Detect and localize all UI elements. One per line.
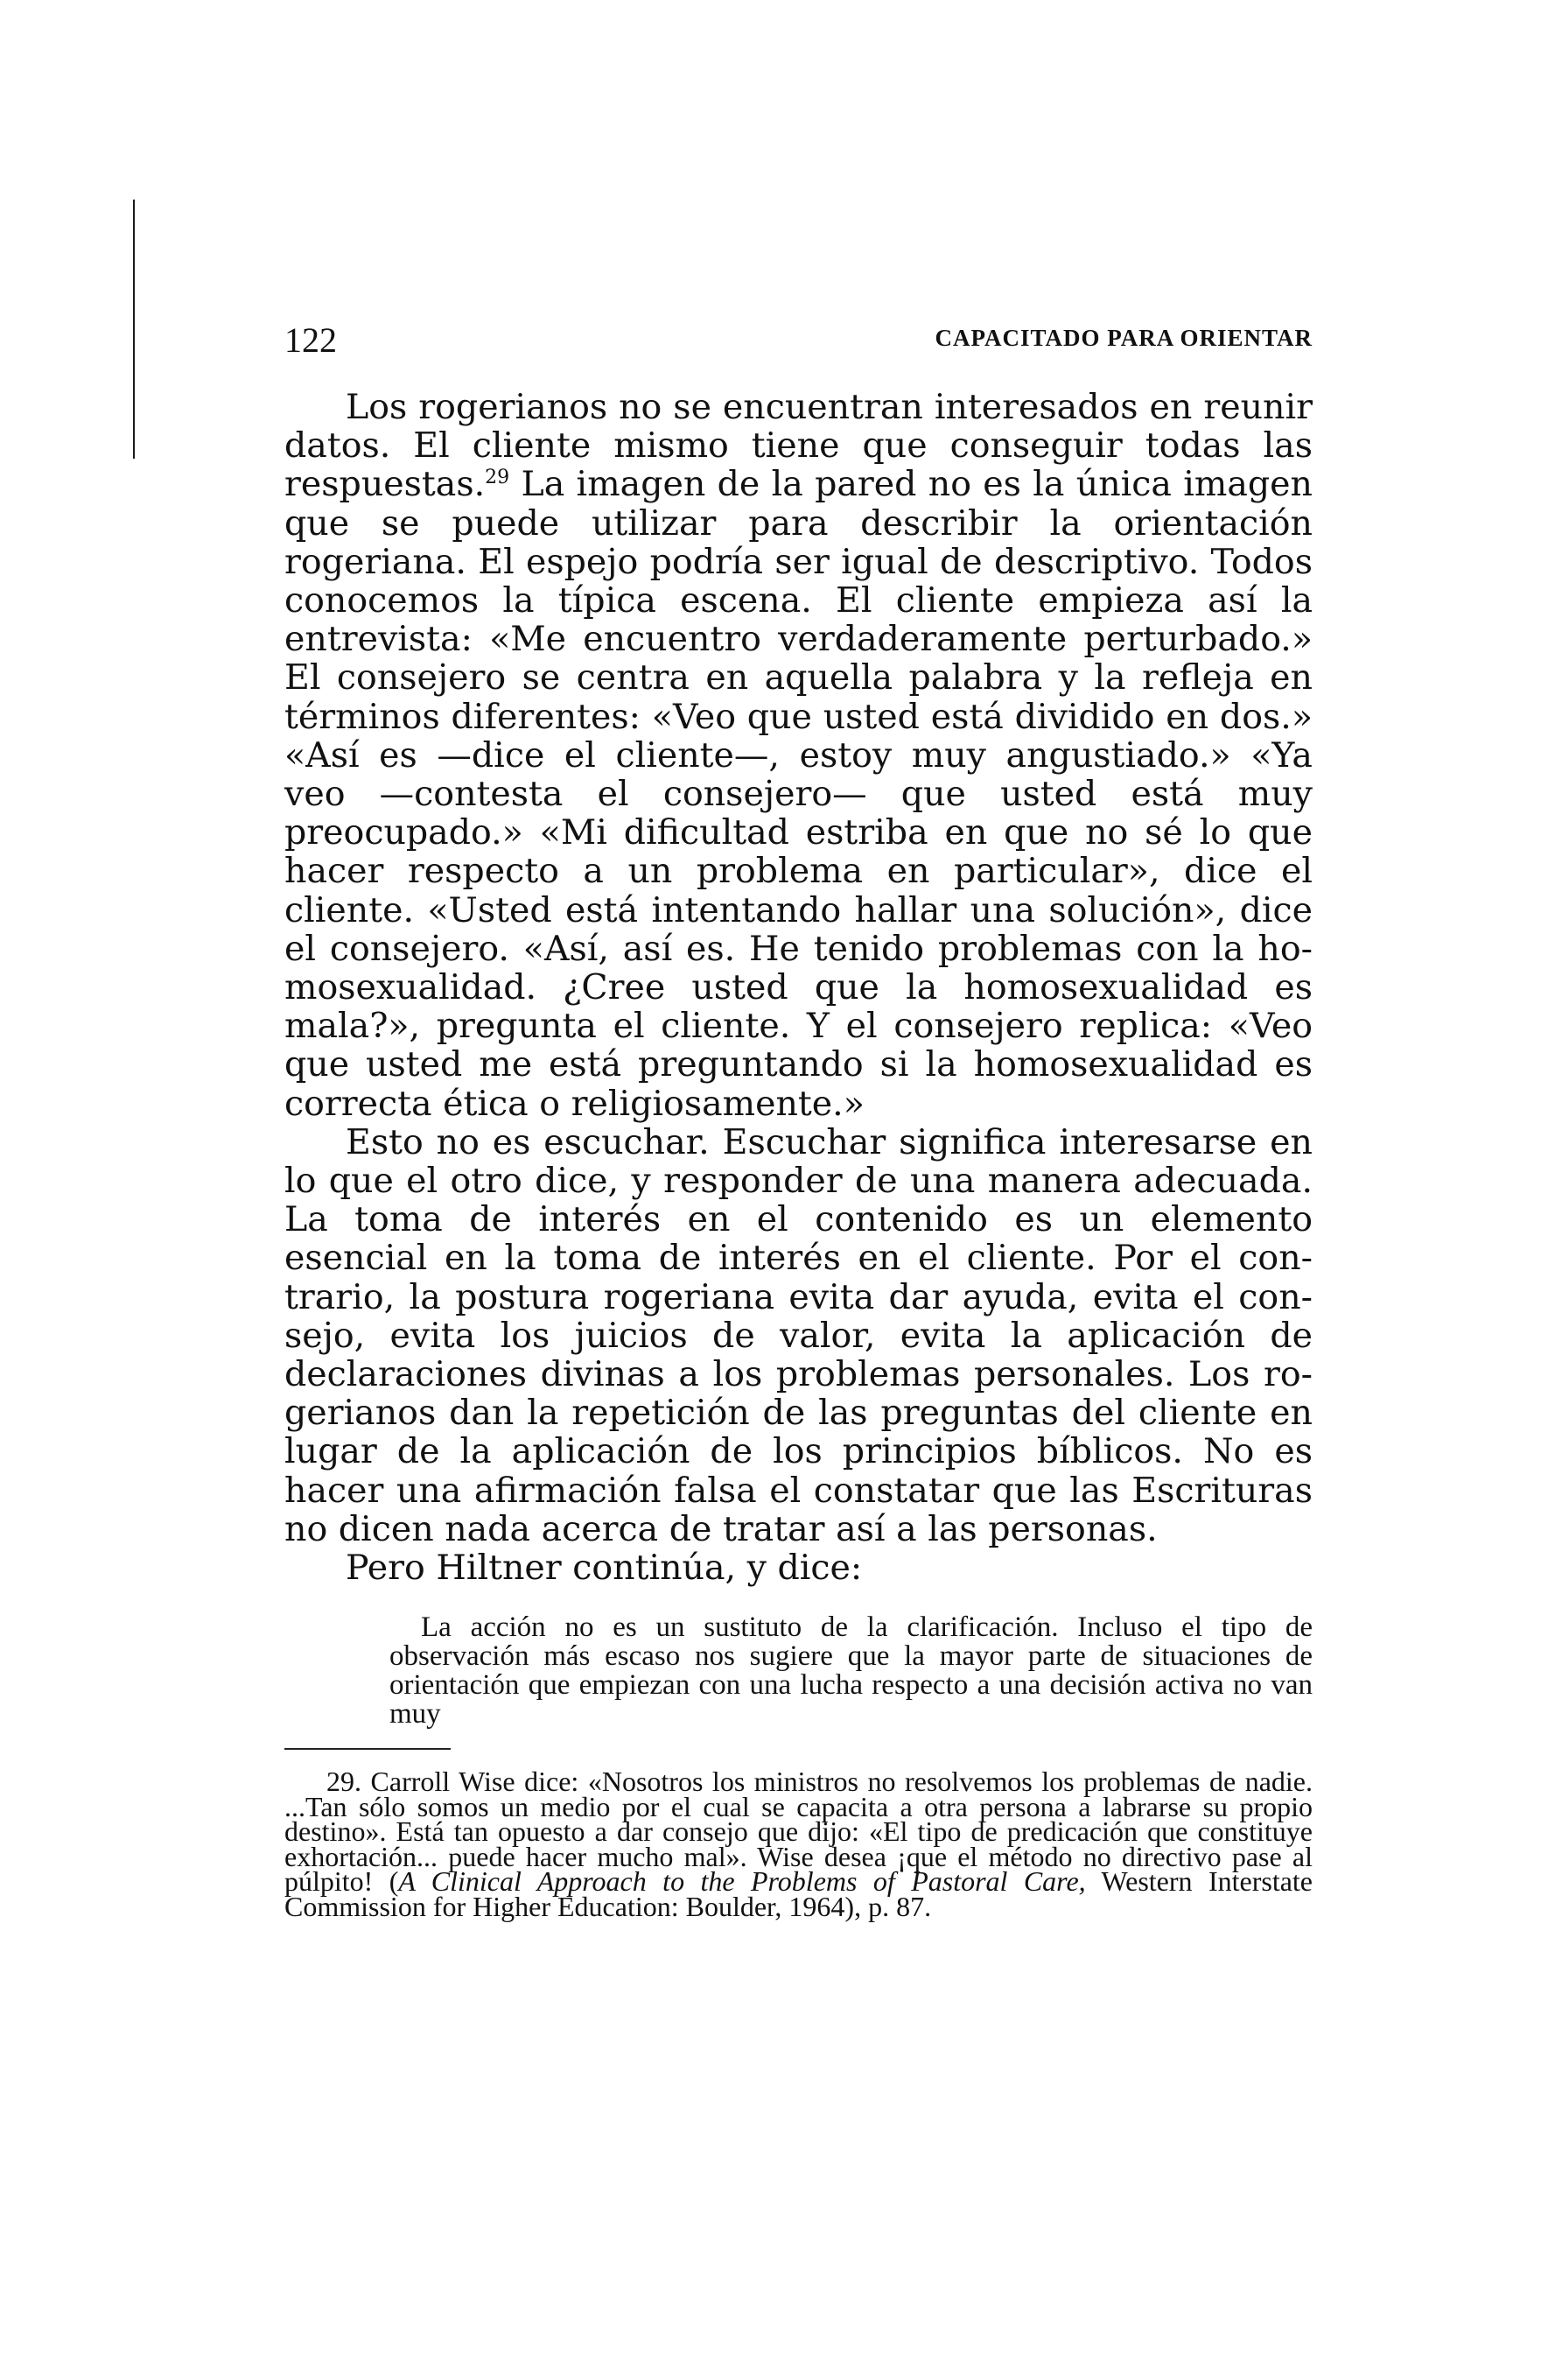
footnote-text-a: 29. Carroll Wise dice: «Nosotros los ministros no resolvemos los problemas de nadie. ...Tan sólo somos un medio por el cual se capacita a otra persona a labrarse su propio destino». Está tan opuesto a dar consejo que dijo: «El tipo de predicación que constituye exhortación... puede hacer mucho mal». Wise desea ¡que el método no directivo pase al púlpito! ( [284, 1766, 1313, 1898]
running-header [284, 319, 1313, 363]
scan-edge-line [133, 200, 135, 459]
paragraph-3: Pero Hiltner continúa, y dice: [346, 1548, 863, 1589]
paragraph-1-text-b: La imagen de la pared no es la única imagen que se puede utilizar para describir la orientación rogeriana. El espejo podría ser igual de descriptivo. Todos conocemos la típica escena. El cliente empieza así la entrevista: «Me encuentro verdaderamente perturbado.» El consejero se centra en aquella palabra y la refleja en términos diferentes: «Veo que usted está dividido en dos.» «Así es —dice el cliente—, estoy muy angustiado.» «Ya veo —contesta el consejero— que usted está muy preocupado.» «Mi dificultad estriba en que no sé lo que hacer respecto a un problema en particular», dice el cliente. «Usted está intentando hallar una solución», dice el consejero. «Así, así es. He tenido problemas con la homosexualidad. ¿Cree usted que la homosexualidad es mala?», pregunta el cliente. Y el consejero replica: «Veo que usted me está preguntando si la homosexualidad es correcta ética o religiosamente.» [284, 464, 1313, 1124]
footnote-book-title: A Clinical Approach to the Problems of Pastoral Care, [398, 1865, 1086, 1898]
footnote-divider [284, 1748, 451, 1750]
footnotes [284, 1766, 1313, 1922]
body-text [284, 388, 1313, 1587]
block-quote-text: La acción no es un sustituto de la clarificación. Incluso el tipo de observación más escaso nos sugiere que la mayor parte de situaciones de orientación que empiezan con una lucha respecto a una decisión activa no van muy [389, 1611, 1313, 1731]
footnote-29 [284, 1766, 1313, 1922]
block-quote [389, 1613, 1313, 1729]
book-page [284, 319, 1313, 1922]
paragraph-2: Esto no es escuchar. Escuchar significa interesarse en lo que el otro dice, y responder de una manera adecuada. La toma de interés en el contenido es un elemento esencial en la toma de interés en el cliente. Por el contrario, la postura rogeriana evita dar ayuda, evita el consejo, evita los juicios de valor, evita la aplicación de declaraciones divinas a los problemas personales. Los rogerianos dan la repetición de las preguntas del cliente en lugar de la aplicación de los principios bíblicos. No es hacer una afirmación falsa el constatar que las Escrituras no dicen nada acerca de tratar así a las personas. [284, 1121, 1313, 1549]
page-number: 122 [284, 320, 337, 360]
footnote-reference: 29 [485, 467, 510, 489]
paragraph-1 [284, 388, 1313, 1123]
paragraph-1-text-a: Los rogerianos no se encuentran interesados en reunir datos. El cliente mismo tiene que conseguir todas las respuestas. [284, 387, 1313, 505]
running-title: CAPACITADO PARA ORIENTAR [935, 325, 1313, 351]
footnote-text-b: Western Interstate Commission for Higher Education: Boulder, 1964), p. 87. [284, 1865, 1313, 1922]
